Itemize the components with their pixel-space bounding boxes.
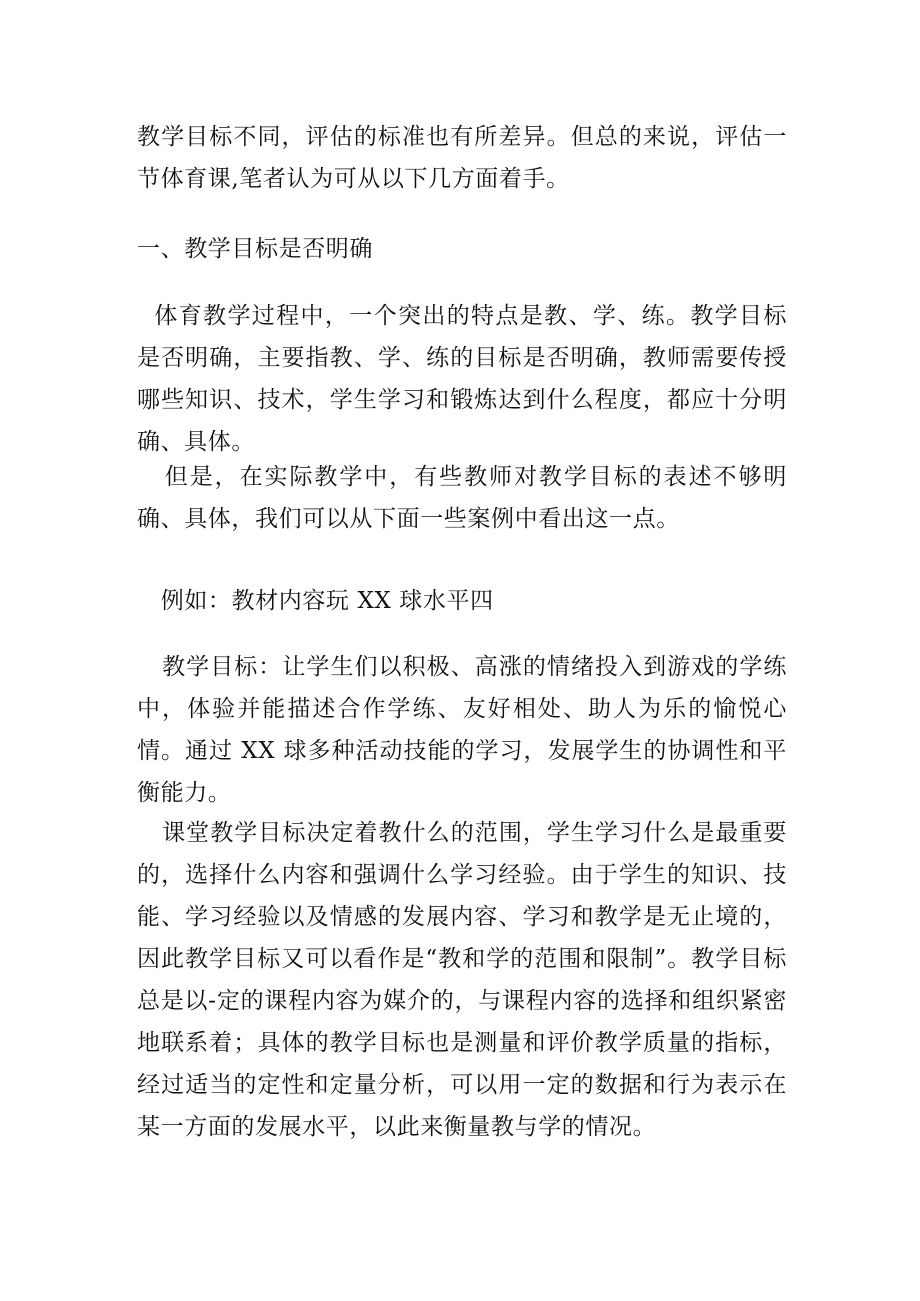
section-heading: 一、教学目标是否明确: [137, 236, 373, 262]
paragraph-teaching-goal: 教学目标：让学生们以积极、高涨的情绪投入到游戏的学练中，体验并能描述合作学练、友好相处、助人为乐的愉悦心情。通过 XX 球多种活动技能的学习，发展学生的协调性和平衡能力。: [137, 654, 787, 806]
paragraph-classroom-goals: 课堂教学目标决定着教什么的范围，学生学习什么是最重要的，选择什么内容和强调什么学习经验。由于学生的知识、技能、学习经验以及情感的发展内容、学习和教学是无止境的，因此教学目标又可以看作是“教和学的范围和限制”。教学目标总是以-定的课程内容为媒介的，与课程内容的选择和组织紧密地联系着；具体的教学目标也是测量和评价教学质量的指标，经过适当的定性和定量分析，可以用一定的数据和行为表示在某一方面的发展水平，以此来衡量教与学的情况。: [137, 820, 787, 1140]
paragraph-example: 例如：教材内容玩 XX 球水平四: [137, 588, 494, 614]
paragraph-teaching-process: 体育教学过程中，一个突出的特点是教、学、练。教学目标是否明确，主要指教、学、练的目标是否明确，教师需要传授哪些知识、技术，学生学习和锻炼达到什么程度，都应十分明确、具体。: [137, 303, 787, 455]
paragraph-intro: 教学目标不同，评估的标准也有所差异。但总的来说，评估一节体育课,笔者认为可从以下几方面着手。: [137, 124, 787, 192]
paragraph-however: 但是，在实际教学中，有些教师对教学目标的表述不够明确、具体，我们可以从下面一些案例中看出这一点。: [137, 464, 788, 532]
